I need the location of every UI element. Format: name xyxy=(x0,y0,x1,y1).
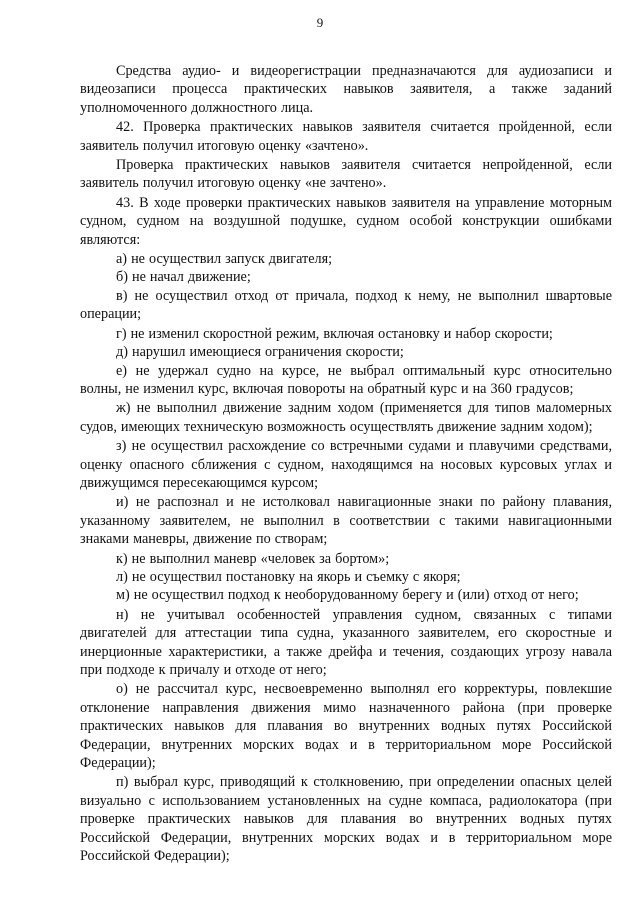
list-item-v: в) не осуществил отход от причала, подход к нему, не выполнил швартовые операции; xyxy=(80,287,612,323)
document-body xyxy=(80,62,612,866)
paragraph-42-failed: Проверка практических навыков заявителя считается непройденной, если заявитель получил итоговую оценку «не зачтено». xyxy=(80,157,612,192)
list-item-m: м) не осуществил подход к необорудованному берегу и (или) отход от него; xyxy=(116,587,579,604)
list-item-l: л) не осуществил постановку на якорь и съемку с якоря; xyxy=(116,568,461,585)
list-item-e: е) не удержал судно на курсе, не выбрал оптимальный курс относительно волны, не изменил курс, включая повороты на обратный курс и на 360 градусов; xyxy=(80,362,612,397)
paragraph-43: 43. В ходе проверки практических навыков заявителя на управление моторным судном, судном на воздушной подушке, судном особой конструкции ошибками являются: xyxy=(80,194,612,248)
list-item-d: д) нарушил имеющиеся ограничения скорости; xyxy=(116,344,404,361)
paragraph-42: 42. Проверка практических навыков заявителя считается пройденной, если заявитель получил итоговую оценку «зачтено». xyxy=(80,119,612,154)
list-item-a: а) не осуществил запуск двигателя; xyxy=(116,251,333,268)
list-item-z: з) не осуществил расхождение со встречными судами и плавучими средствами, оценку опасного сближения с судном, находящимся на носовых курсовых углах и движущимся пересекающимся курсом; xyxy=(80,438,612,491)
list-item-b: б) не начал движение; xyxy=(116,269,251,286)
page-number: 9 xyxy=(316,15,324,30)
list-item-g: г) не изменил скоростной режим, включая остановку и набор скорости; xyxy=(116,325,553,342)
list-item-p: п) выбрал курс, приводящий к столкновению, при определении опасных целей визуально с использованием установленных на судне компаса, радиолокатора (при проверке практических навыков для плавания во внутренних водных путях Российской Федерации, внутренних морских водах и в территориальном море Российской Федерации); xyxy=(80,774,612,865)
list-item-i: и) не распознал и не истолковал навигационные знаки по району плавания, указанному заявителем, не выполнил в соответствии с такими навигационными знаками маневры, движение по створам; xyxy=(80,494,612,548)
list-item-o: о) не рассчитал курс, несвоевременно выполнял его корректуры, повлекшие отклонение направления движения мимо назначенного района (при проверке практических навыков для плавания во внутренних водных путях Российской Федерации, внутренних морских водах и в территориальном море Российской Федерации); xyxy=(80,681,612,772)
list-item-zh: ж) не выполнил движение задним ходом (применяется для типов маломерных судов, имеющих техническую возможность осуществлять движение задним ходом); xyxy=(80,400,612,435)
list-item-k: к) не выполнил маневр «человек за бортом»; xyxy=(116,550,390,567)
list-item-n: н) не учитывал особенностей управления судном, связанных с типами двигателей для аттестации типа судна, указанного заявителем, его скоростные и инерционные характеристики, а также дрейфа и течения, создающих угрозу навала при подходе к причалу и отходе от него; xyxy=(80,606,612,678)
paragraph-recording-means: Средства аудио- и видеорегистрации предназначаются для аудиозаписи и видеозаписи процесса практических навыков заявителя, а также заданий уполномоченного должностного лица. xyxy=(80,63,612,116)
